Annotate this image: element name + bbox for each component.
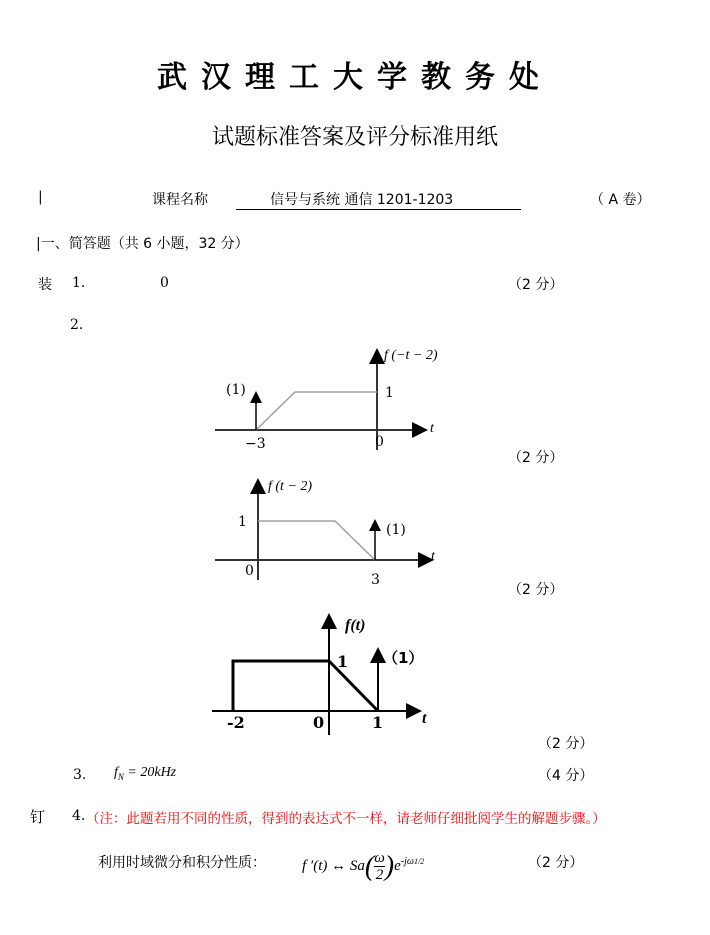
graph3-level: 1 <box>337 652 349 671</box>
q4-formula-e: e <box>394 857 401 874</box>
graph1-tick: −3 <box>245 436 266 452</box>
q3-score: （4 分） <box>538 768 594 784</box>
q4-frac-num: ω <box>374 850 385 866</box>
graph3-impulse-label: （1） <box>383 649 424 667</box>
q4-formula: f ′(t) ↔ Sa( $\frac{\omega}{2}$ )$e^{-j\omega 1/2}$ <box>302 850 425 883</box>
graph3-signal <box>233 661 378 711</box>
page-subtitle: 试题标准答案及评分标准用纸 <box>211 125 498 150</box>
course-name: 信号与系统 通信 1201-1203 <box>236 189 521 210</box>
q3-value: = 20kHz <box>123 765 177 780</box>
graph2-y-label: f (t − 2) <box>268 479 313 494</box>
q4-formula-exp-frac: 1/2 <box>413 856 425 866</box>
graph3-x-label: t <box>422 710 427 727</box>
q2-score-c: （2 分） <box>538 736 594 752</box>
graph3-y-label: f(t) <box>345 617 366 634</box>
q1-number: 1. <box>72 275 86 291</box>
q4-formula-exp: -jω <box>400 855 414 867</box>
graph2-x-label: t <box>431 549 435 564</box>
q3-f: f <box>114 765 118 780</box>
q1-answer: 0 <box>160 275 169 291</box>
margin-bar: | <box>38 189 43 205</box>
q1-score: （2 分） <box>508 277 564 293</box>
graph3-tick: 1 <box>372 713 384 732</box>
graph1-tick: 0 <box>375 434 384 450</box>
q3-answer <box>114 765 176 782</box>
graph1-y-label: f (−t − 2) <box>384 348 438 363</box>
graph1-level: 1 <box>385 385 394 401</box>
graph1-x-label: t <box>430 421 434 436</box>
paper-type: （ A 卷） <box>590 192 651 208</box>
q3-sub: N <box>117 771 124 782</box>
graph3-tick: -2 <box>227 713 245 732</box>
margin-ding: 钉 <box>30 808 46 826</box>
q3-number: 3. <box>73 767 87 783</box>
q2-score-b: （2 分） <box>508 582 564 598</box>
section-title: |一、简答题（共 6 小题，32 分） <box>36 236 249 252</box>
page-title: 武汉理工大学教务处 <box>157 60 553 95</box>
graph3-tick: 0 <box>313 713 325 732</box>
q4-number: 4. <box>72 808 86 824</box>
q4-score: （2 分） <box>528 855 584 871</box>
graph2-tick: 0 <box>245 563 254 579</box>
q4-note: （注：此题若用不同的性质，得到的表达式不一样，请老师仔细批阅学生的解题步骤。） <box>86 811 606 827</box>
graph2-tick: 3 <box>371 572 380 588</box>
graph2-impulse-label: (1) <box>386 522 406 538</box>
graph1-impulse-label: (1) <box>226 382 246 398</box>
q2-score-a: （2 分） <box>508 450 564 466</box>
course-label: 课程名称 <box>152 192 208 208</box>
margin-zhuang: 装 <box>38 277 52 293</box>
graph2-signal <box>258 521 375 560</box>
q4-text: 利用时域微分和积分性质： <box>98 855 266 871</box>
graph2-level: 1 <box>238 514 247 530</box>
q4-formula-lhs: f ′(t) ↔ Sa <box>302 857 365 874</box>
q4-frac-den: 2 <box>375 867 384 883</box>
q2-number: 2. <box>70 317 84 333</box>
graph1-signal <box>256 392 377 430</box>
